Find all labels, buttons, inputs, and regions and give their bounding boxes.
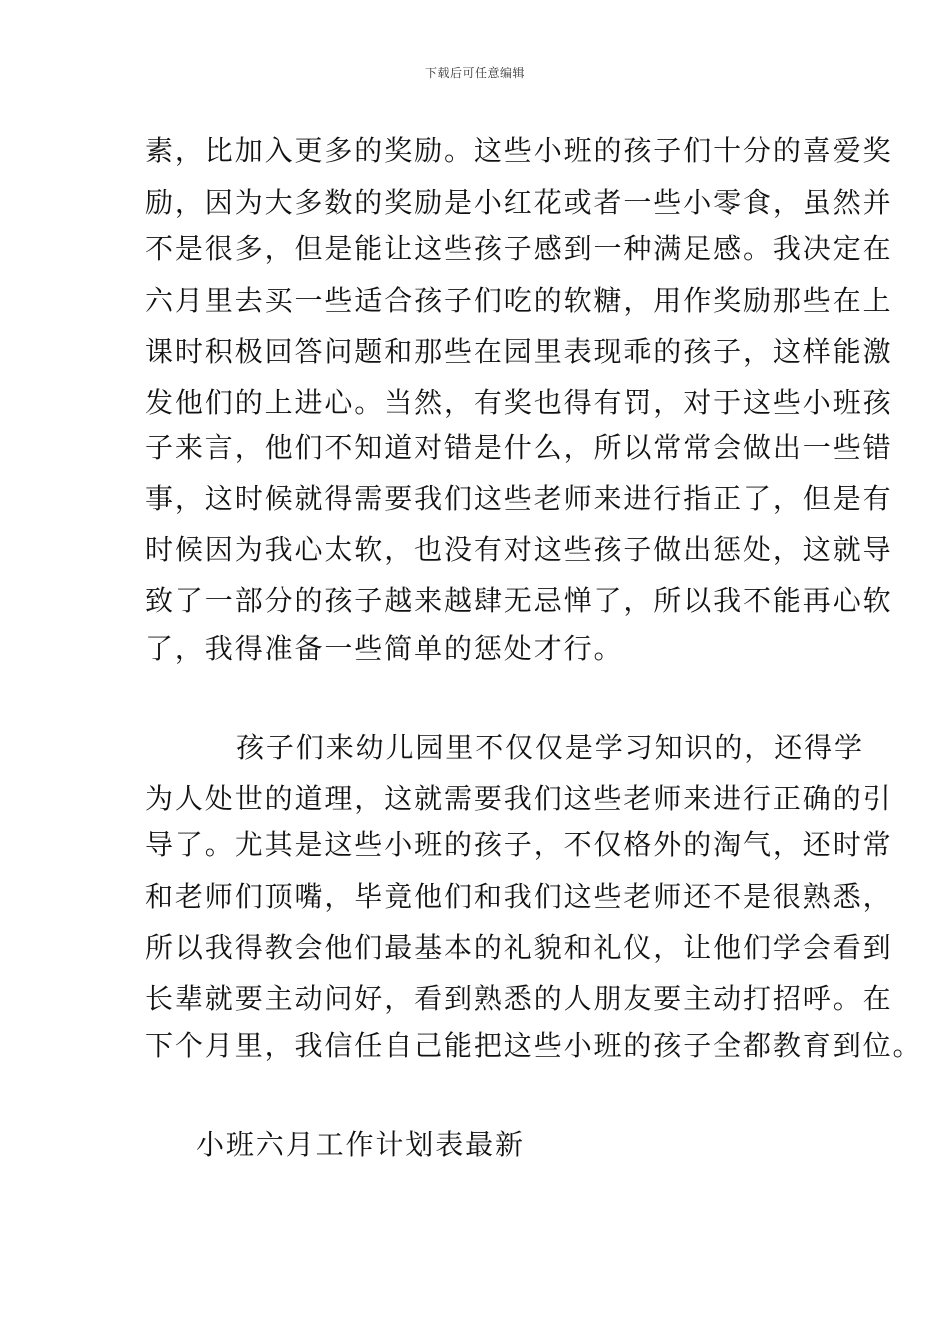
section-title: 小班六月工作计划表最新 — [196, 1128, 525, 1161]
text-line: 励，因为大多数的奖励是小红花或者一些小零食，虽然并 — [145, 186, 893, 219]
text-line: 六月里去买一些适合孩子们吃的软糖，用作奖励那些在上 — [145, 284, 893, 317]
text-line: 长辈就要主动问好，看到熟悉的人朋友要主动打招呼。在 — [145, 982, 893, 1015]
text-line: 和老师们顶嘴，毕竟他们和我们这些老师还不是很熟悉， — [145, 880, 893, 913]
text-line: 孩子们来幼儿园里不仅仅是学习知识的，还得学 — [236, 731, 864, 764]
text-line: 所以我得教会他们最基本的礼貌和礼仪，让他们学会看到 — [145, 931, 893, 964]
text-line: 致了一部分的孩子越来越肆无忌惮了，所以我不能再心软 — [145, 584, 893, 617]
text-line: 课时积极回答问题和那些在园里表现乖的孩子，这样能激 — [145, 335, 893, 368]
text-line: 事，这时候就得需要我们这些老师来进行指正了，但是有 — [145, 482, 893, 515]
text-line: 素，比加入更多的奖励。这些小班的孩子们十分的喜爱奖 — [145, 134, 893, 167]
text-line: 时候因为我心太软，也没有对这些孩子做出惩处，这就导 — [145, 533, 893, 566]
text-line: 下个月里，我信任自己能把这些小班的孩子全都教育到位。 — [145, 1029, 923, 1062]
text-line: 发他们的上进心。当然，有奖也得有罚，对于这些小班孩 — [145, 386, 893, 419]
header-note: 下载后可任意编辑 — [424, 66, 525, 80]
text-line: 为人处世的道理，这就需要我们这些老师来进行正确的引 — [145, 782, 893, 815]
text-line: 导了。尤其是这些小班的孩子，不仅格外的淘气，还时常 — [145, 828, 893, 861]
text-line: 子来言，他们不知道对错是什么，所以常常会做出一些错 — [145, 431, 893, 464]
text-line: 了，我得准备一些简单的惩处才行。 — [145, 632, 624, 665]
text-line: 不是很多，但是能让这些孩子感到一种满足感。我决定在 — [145, 232, 893, 265]
